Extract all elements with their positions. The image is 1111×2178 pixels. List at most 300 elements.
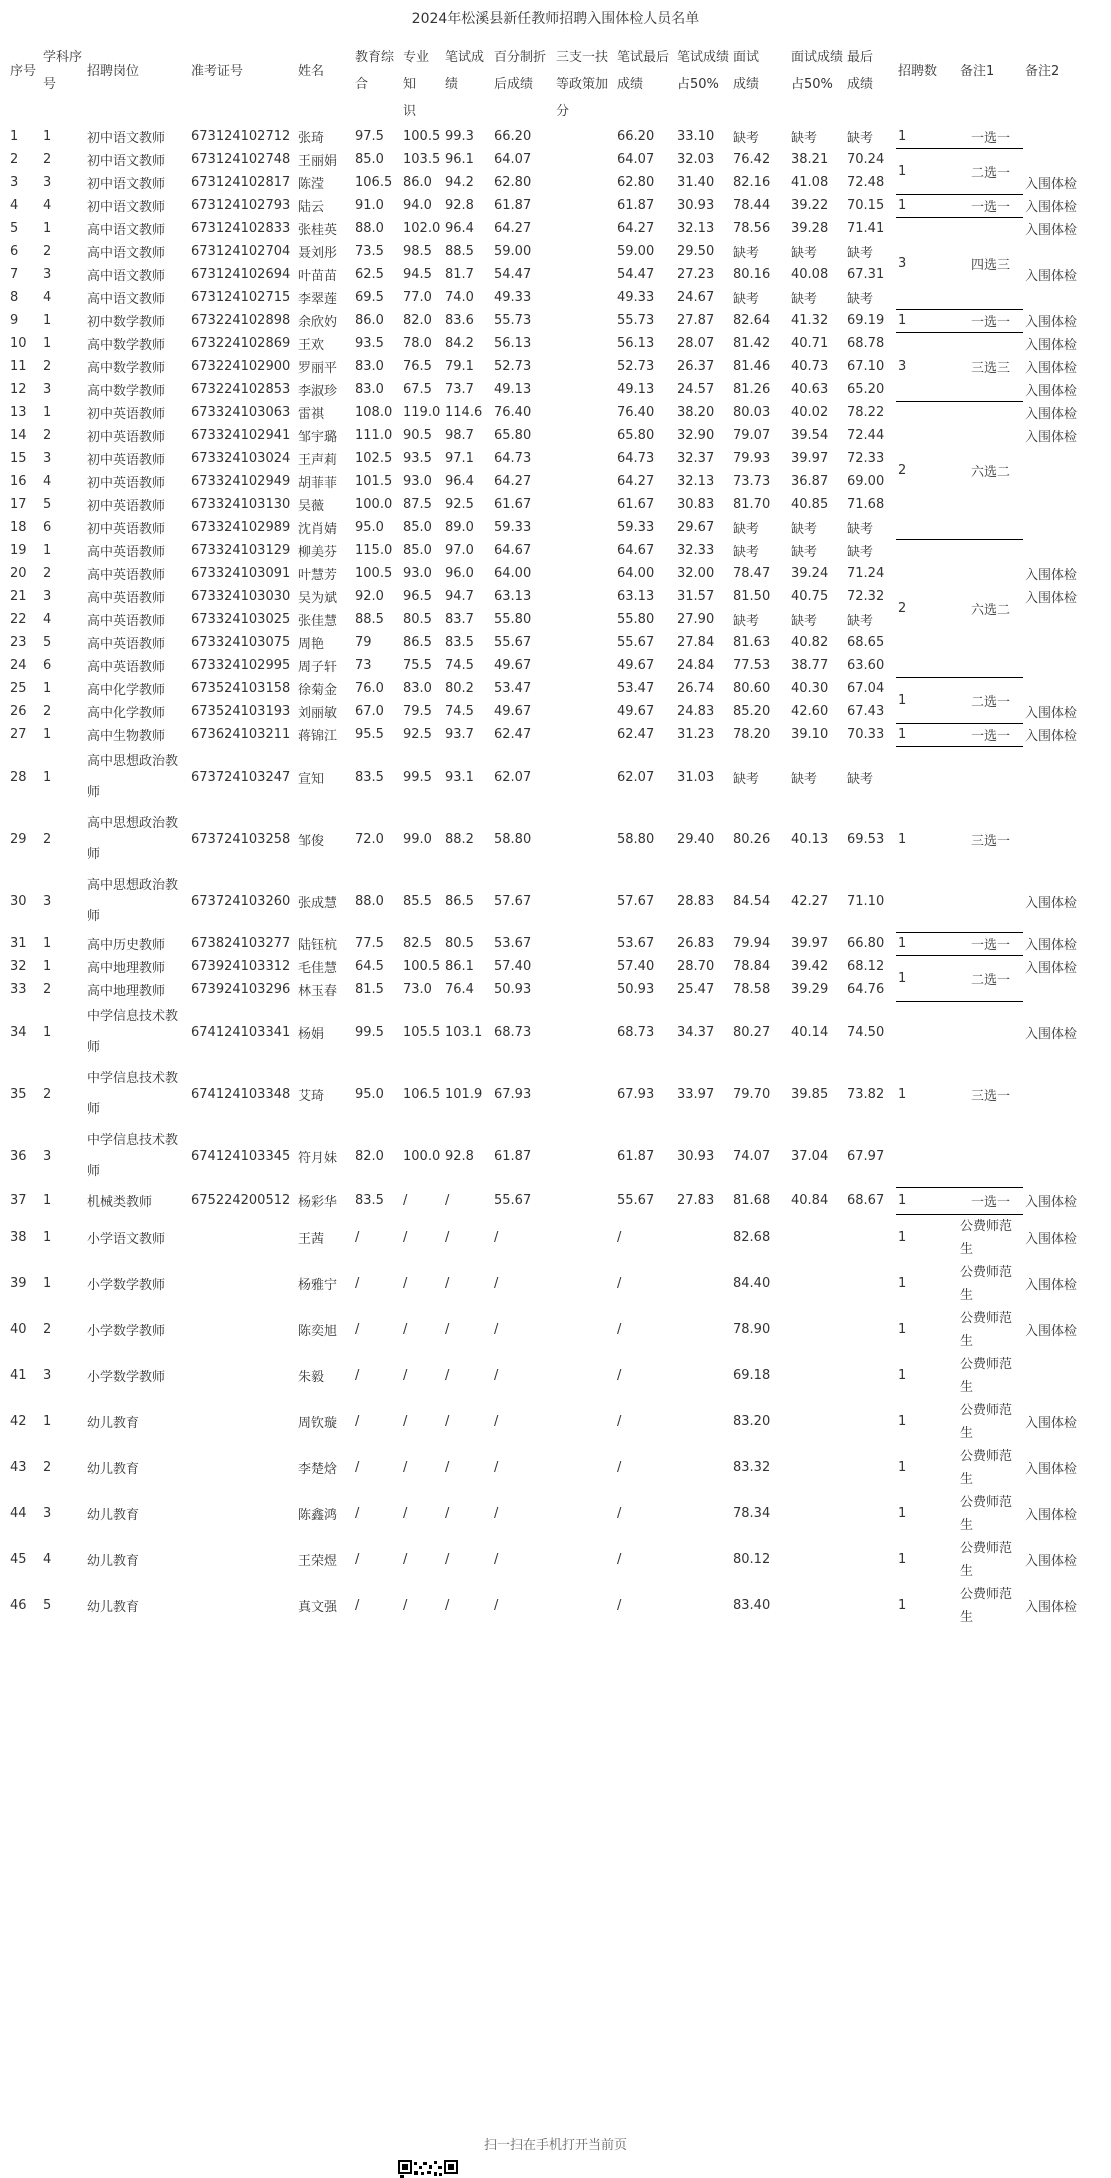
table-cell: 64.27 <box>617 221 655 236</box>
table-cell: 673324103075 <box>191 635 291 650</box>
table-cell: 64.00 <box>617 566 655 581</box>
remark2-cell <box>1023 470 1088 493</box>
table-cell <box>675 1261 731 1307</box>
table-cell <box>554 1125 615 1187</box>
table-cell: 674124103341 <box>191 1024 291 1040</box>
table-cell <box>189 1537 296 1583</box>
table-cell: 55.67 <box>617 1193 655 1208</box>
table-cell: / <box>494 1229 499 1245</box>
table-cell: 673124102748 <box>191 152 291 167</box>
table-cell: 28.07 <box>677 336 715 351</box>
table-cell: 王丽娟 <box>298 154 338 169</box>
table-cell: 94.7 <box>445 589 474 604</box>
table-cell: 32.13 <box>677 474 715 489</box>
table-cell: / <box>445 1229 450 1245</box>
table-cell: 缺考 <box>791 131 818 146</box>
table-cell: 85.0 <box>403 543 432 558</box>
table-cell: 邹宇璐 <box>298 430 338 445</box>
table-cell: 4 <box>43 612 52 627</box>
table-cell: / <box>494 1598 499 1613</box>
remark2-cell <box>1023 746 1088 808</box>
table-cell <box>845 1445 896 1491</box>
table-cell <box>189 1214 296 1261</box>
table-cell <box>845 1261 896 1307</box>
table-cell: 7 <box>10 267 19 282</box>
table-cell: 673924103312 <box>191 959 291 974</box>
table-cell: 6 <box>43 658 52 673</box>
table-cell: 115.0 <box>355 543 393 558</box>
table-cell: 39.22 <box>791 198 829 213</box>
table-cell: 15 <box>10 451 27 466</box>
table-cell <box>554 286 615 309</box>
table-cell: 59.00 <box>494 244 532 259</box>
table-cell: 90.5 <box>403 428 432 443</box>
table-cell: 73.0 <box>403 982 432 997</box>
remark2-cell: 入围体检 <box>1025 591 1078 606</box>
remark2-cell: 入围体检 <box>1025 269 1078 284</box>
table-cell: 61.87 <box>494 198 532 213</box>
remark1-cell: 公费师范生 <box>960 1264 1013 1303</box>
table-cell: 39.29 <box>791 982 829 997</box>
table-cell: 罗丽平 <box>298 361 338 376</box>
table-cell: 89.0 <box>445 520 474 535</box>
header-text: 招聘数 <box>898 64 938 79</box>
remark2-cell <box>1023 654 1088 677</box>
remark2-cell: 入围体检 <box>1025 1195 1078 1210</box>
table-cell: 80.12 <box>733 1552 771 1567</box>
table-cell: 68.73 <box>494 1024 532 1040</box>
table-cell: 43 <box>10 1460 27 1475</box>
remark2-cell: 入围体检 <box>1025 1508 1078 1523</box>
table-cell: 86.0 <box>355 313 384 328</box>
table-cell: 86.1 <box>445 959 474 974</box>
table-cell: / <box>494 1276 499 1291</box>
table-cell: 39.24 <box>791 566 829 581</box>
table-cell: 79 <box>355 635 372 650</box>
header-text: 面试成绩 <box>791 50 844 65</box>
table-cell: 6 <box>43 520 52 535</box>
table-cell: 3 <box>43 382 52 397</box>
table-cell: 81.26 <box>733 382 771 397</box>
table-cell: 49.33 <box>617 290 655 305</box>
quota-cell: 1 <box>896 148 958 194</box>
table-cell: 96.0 <box>445 566 474 581</box>
table-cell: 2 <box>43 152 52 167</box>
remark2-cell: 入围体检 <box>1025 1554 1078 1569</box>
table-cell: 高中地理教师 <box>87 984 166 999</box>
table-row <box>8 1187 1088 1214</box>
table-cell <box>789 1445 845 1491</box>
table-cell: 张琦 <box>298 131 325 146</box>
quota-cell: 1 <box>898 1506 907 1521</box>
table-cell: 92.5 <box>445 497 474 512</box>
table-cell: 67.10 <box>847 359 885 374</box>
table-cell: 26 <box>10 704 27 719</box>
table-cell <box>554 240 615 263</box>
table-cell: 80.27 <box>733 1024 771 1040</box>
table-cell: 31 <box>10 936 27 951</box>
table-cell: 88.5 <box>445 244 474 259</box>
table-cell: 32.00 <box>677 566 715 581</box>
table-row <box>8 1214 1088 1261</box>
table-cell: 65.80 <box>494 428 532 443</box>
table-cell: 62.47 <box>494 727 532 742</box>
table-cell: 93.7 <box>445 727 474 742</box>
table-cell: 673324102995 <box>191 658 291 673</box>
table-cell: 3 <box>43 589 52 604</box>
table-cell: 幼儿教育 <box>87 1600 140 1615</box>
table-cell: 61.87 <box>617 1148 655 1164</box>
table-cell: 4 <box>10 198 19 213</box>
table-cell: 83.32 <box>733 1460 771 1475</box>
table-cell <box>554 401 615 424</box>
remark1-cell: 公费师范生 <box>960 1586 1013 1625</box>
remark2-cell <box>1023 539 1088 562</box>
table-cell <box>554 125 615 148</box>
table-cell: 1 <box>43 727 52 742</box>
table-cell: 674124103345 <box>191 1148 291 1164</box>
table-cell: 3 <box>43 893 52 909</box>
remark1-cell: 公费师范生 <box>960 1540 1013 1579</box>
table-cell: 79.5 <box>403 704 432 719</box>
table-cell: 缺考 <box>791 246 818 261</box>
table-cell: 84.54 <box>733 893 771 909</box>
table-cell: 缺考 <box>733 771 760 787</box>
table-cell: 76.40 <box>494 405 532 420</box>
table-cell: 5 <box>10 221 19 236</box>
table-cell: 缺考 <box>847 292 874 307</box>
quota-cell: 1 <box>896 723 958 746</box>
table-cell: 105.5 <box>403 1024 441 1040</box>
table-cell: 13 <box>10 405 27 420</box>
table-cell: 54.47 <box>494 267 532 282</box>
remark1-cell: 公费师范生 <box>960 1448 1013 1487</box>
table-cell: 673324102989 <box>191 520 291 535</box>
table-cell: 34.37 <box>677 1024 715 1040</box>
table-cell: 97.5 <box>355 129 384 144</box>
table-cell: 缺考 <box>791 771 818 787</box>
table-cell: 32.37 <box>677 451 715 466</box>
table-cell: / <box>617 1322 622 1337</box>
table-cell <box>554 1063 615 1125</box>
table-cell: 70.15 <box>847 198 885 213</box>
remark2-cell <box>1023 493 1088 516</box>
table-cell: / <box>403 1598 408 1613</box>
table-cell: 83.5 <box>355 1193 384 1208</box>
table-cell: 77.0 <box>403 290 432 305</box>
table-cell: / <box>445 1368 450 1383</box>
table-cell: / <box>403 1460 408 1475</box>
table-cell: 40.30 <box>791 681 829 696</box>
remark2-cell: 入围体检 <box>1025 384 1078 399</box>
remark2-cell <box>1023 447 1088 470</box>
table-cell: 78.84 <box>733 959 771 974</box>
table-cell: 11 <box>10 359 27 374</box>
table-cell: 缺考 <box>733 614 760 629</box>
table-cell: 103.1 <box>445 1024 483 1040</box>
table-cell: 114.6 <box>445 405 483 420</box>
table-cell: 35 <box>10 1086 27 1102</box>
table-cell <box>189 1353 296 1399</box>
header-text: 三支一扶 <box>556 50 609 65</box>
table-cell <box>554 1001 615 1063</box>
table-cell <box>554 1537 615 1583</box>
table-cell: 26.74 <box>677 681 715 696</box>
table-cell: 65.80 <box>617 428 655 443</box>
table-cell: 111.0 <box>355 428 393 443</box>
table-cell: 40.73 <box>791 359 829 374</box>
remark2-cell: 入围体检 <box>1025 1600 1078 1615</box>
table-cell <box>675 1583 731 1629</box>
table-cell: 88.2 <box>445 831 474 847</box>
table-cell: 673724103260 <box>191 893 291 909</box>
table-cell: 92.0 <box>355 589 384 604</box>
table-cell: 1 <box>43 1024 52 1040</box>
table-cell: 中学信息技术教师 <box>87 1071 179 1117</box>
table-cell: 69.53 <box>847 831 885 847</box>
table-cell: 108.0 <box>355 405 393 420</box>
table-cell: 幼儿教育 <box>87 1462 140 1477</box>
table-row <box>8 1491 1088 1537</box>
remark2-cell: 入围体检 <box>1025 729 1078 744</box>
table-cell: 37.04 <box>791 1148 829 1164</box>
table-cell: / <box>617 1460 622 1475</box>
table-cell: 37 <box>10 1193 27 1208</box>
table-cell: / <box>445 1598 450 1613</box>
remark1-cell: 公费师范生 <box>960 1402 1013 1441</box>
table-cell: 95.0 <box>355 1086 384 1102</box>
table-cell: / <box>494 1506 499 1521</box>
remark2-cell: 入围体检 <box>1025 895 1078 911</box>
table-cell: 缺考 <box>847 246 874 261</box>
table-cell: 初中英语教师 <box>87 430 166 445</box>
table-cell: 高中英语教师 <box>87 545 166 560</box>
table-cell <box>554 447 615 470</box>
table-cell: 41 <box>10 1368 27 1383</box>
table-cell: 59.33 <box>617 520 655 535</box>
remark2-cell: 入围体检 <box>1025 430 1078 445</box>
table-cell <box>789 1583 845 1629</box>
table-cell: 49.67 <box>617 658 655 673</box>
table-cell: 66.80 <box>847 936 885 951</box>
table-cell: 高中英语教师 <box>87 660 166 675</box>
remark2-cell <box>1023 240 1088 263</box>
table-cell <box>554 700 615 723</box>
table-cell: 1 <box>43 543 52 558</box>
header-text: 备注1 <box>960 64 995 79</box>
table-cell: / <box>355 1276 360 1291</box>
table-cell: 83.5 <box>445 635 474 650</box>
table-cell: 79.07 <box>733 428 771 443</box>
table-cell: 40.75 <box>791 589 829 604</box>
table-row <box>8 677 1088 700</box>
table-cell: 2 <box>43 566 52 581</box>
table-cell: 林玉春 <box>298 984 338 999</box>
table-cell: 100.0 <box>355 497 393 512</box>
table-cell: 106.5 <box>403 1086 441 1102</box>
quota-cell: 3 <box>896 217 958 309</box>
column-header <box>8 44 41 125</box>
remark2-cell <box>1023 978 1088 1001</box>
table-cell: 99.5 <box>403 769 432 785</box>
table-cell: 71.41 <box>847 221 885 236</box>
table-cell: 76.4 <box>445 982 474 997</box>
table-cell: / <box>355 1229 360 1245</box>
table-cell: 82.0 <box>355 1148 384 1164</box>
table-cell: 1 <box>43 313 52 328</box>
table-cell: 27.84 <box>677 635 715 650</box>
table-cell: 74.5 <box>445 658 474 673</box>
table-cell: 6 <box>10 244 19 259</box>
table-cell <box>845 1583 896 1629</box>
table-cell: 73.5 <box>355 244 384 259</box>
remark1-cell: 一选一 <box>958 125 1023 148</box>
table-cell: 62.80 <box>617 175 655 190</box>
table-cell: / <box>445 1193 450 1208</box>
remark1-cell: 二选一 <box>958 677 1023 723</box>
table-cell: 高中英语教师 <box>87 637 166 652</box>
remark1-cell: 六选二 <box>958 401 1023 539</box>
table-cell: 77.5 <box>355 936 384 951</box>
table-cell: 27.23 <box>677 267 715 282</box>
quota-cell: 1 <box>898 1276 907 1291</box>
table-cell: 53.67 <box>617 936 655 951</box>
table-row <box>8 723 1088 746</box>
table-cell: / <box>403 1193 408 1208</box>
table-cell: 70.33 <box>847 727 885 742</box>
table-cell: 缺考 <box>847 614 874 629</box>
table-cell <box>554 723 615 746</box>
table-body <box>8 125 1088 1629</box>
table-cell: 76.0 <box>355 681 384 696</box>
qr-code-icon[interactable] <box>398 2160 458 2178</box>
header-text: 最后 <box>847 50 874 65</box>
table-cell: 96.5 <box>403 589 432 604</box>
table-cell: / <box>403 1276 408 1291</box>
header-text: 成绩 <box>617 77 644 92</box>
table-cell: 39.42 <box>791 959 829 974</box>
table-cell: 31.03 <box>677 769 715 785</box>
table-cell: 叶苗苗 <box>298 269 338 284</box>
table-cell: / <box>617 1276 622 1291</box>
table-cell: 69.5 <box>355 290 384 305</box>
table-cell: 64.76 <box>847 982 885 997</box>
table-cell: 缺考 <box>791 614 818 629</box>
header-text: 笔试成 <box>445 50 485 65</box>
header-text: 占50% <box>677 77 719 92</box>
table-cell: 83.5 <box>355 769 384 785</box>
table-cell: / <box>355 1368 360 1383</box>
table-cell <box>554 932 615 955</box>
table-cell <box>189 1583 296 1629</box>
table-cell: 68.73 <box>617 1024 655 1040</box>
table-cell: 幼儿教育 <box>87 1554 140 1569</box>
table-cell: 33.97 <box>677 1086 715 1102</box>
quota-cell: 1 <box>898 1230 907 1245</box>
table-cell: 64.00 <box>494 566 532 581</box>
table-cell: 79.70 <box>733 1086 771 1102</box>
table-cell: 99.3 <box>445 129 474 144</box>
table-cell: 673924103296 <box>191 982 291 997</box>
table-cell <box>845 1537 896 1583</box>
table-cell <box>554 870 615 932</box>
header-text: 成绩 <box>733 77 760 92</box>
quota-cell: 1 <box>896 125 958 148</box>
table-cell: 小学语文教师 <box>87 1231 166 1247</box>
column-header <box>492 44 554 125</box>
table-cell: 93.5 <box>355 336 384 351</box>
table-row <box>8 1353 1088 1399</box>
quota-cell: 1 <box>898 1460 907 1475</box>
table-cell: 1 <box>43 129 52 144</box>
table-cell: 28.83 <box>677 893 715 909</box>
table-cell: 71.68 <box>847 497 885 512</box>
table-cell: 1 <box>43 959 52 974</box>
table-cell: 李翠莲 <box>298 292 338 307</box>
table-cell <box>554 309 615 332</box>
header-text: 备注2 <box>1025 64 1060 79</box>
header-text: 姓名 <box>298 64 325 79</box>
table-cell: 93.5 <box>403 451 432 466</box>
table-cell: 673324103063 <box>191 405 291 420</box>
table-cell <box>554 562 615 585</box>
table-cell: 张桂英 <box>298 223 338 238</box>
remark2-cell: 入围体检 <box>1025 1416 1078 1431</box>
table-cell: 40.02 <box>791 405 829 420</box>
table-row <box>8 1583 1088 1629</box>
table-cell <box>789 1214 845 1261</box>
table-cell: 31.57 <box>677 589 715 604</box>
remark1-cell: 一选一 <box>958 723 1023 746</box>
table-cell: 94.0 <box>403 198 432 213</box>
table-cell: 小学数学教师 <box>87 1370 166 1385</box>
table-cell: 59.00 <box>617 244 655 259</box>
quota-cell: 1 <box>896 309 958 332</box>
table-cell: 39.10 <box>791 727 829 742</box>
table-cell: 64.73 <box>617 451 655 466</box>
table-cell: 21 <box>10 589 27 604</box>
table-cell: 95.0 <box>355 520 384 535</box>
table-cell <box>554 148 615 171</box>
table-cell: 66.20 <box>617 129 655 144</box>
table-cell: 85.0 <box>403 520 432 535</box>
table-cell: 64.73 <box>494 451 532 466</box>
quota-cell: 1 <box>896 194 958 217</box>
table-cell: 673324103024 <box>191 451 291 466</box>
remark2-cell <box>1023 125 1088 148</box>
table-cell: 蒋锦江 <box>298 729 338 744</box>
table-cell: 胡菲菲 <box>298 476 338 491</box>
table-cell: 79.1 <box>445 359 474 374</box>
header-text: 合 <box>355 77 369 92</box>
table-cell: 53.47 <box>494 681 532 696</box>
table-cell: 24.83 <box>677 704 715 719</box>
table-cell: 49.13 <box>617 382 655 397</box>
table-cell: / <box>617 1229 622 1245</box>
table-cell: 2 <box>43 1322 52 1337</box>
table-cell: / <box>403 1552 408 1567</box>
column-header <box>675 44 731 125</box>
table-cell: 61.67 <box>494 497 532 512</box>
results-table <box>8 44 1088 1629</box>
table-cell: 柳美芬 <box>298 545 338 560</box>
table-cell: 3 <box>43 1506 52 1521</box>
column-header <box>731 44 789 125</box>
table-cell: 艾琦 <box>298 1088 325 1104</box>
remark2-cell <box>1023 608 1088 631</box>
table-cell: 23 <box>10 635 27 650</box>
table-cell: 67.93 <box>494 1086 532 1102</box>
